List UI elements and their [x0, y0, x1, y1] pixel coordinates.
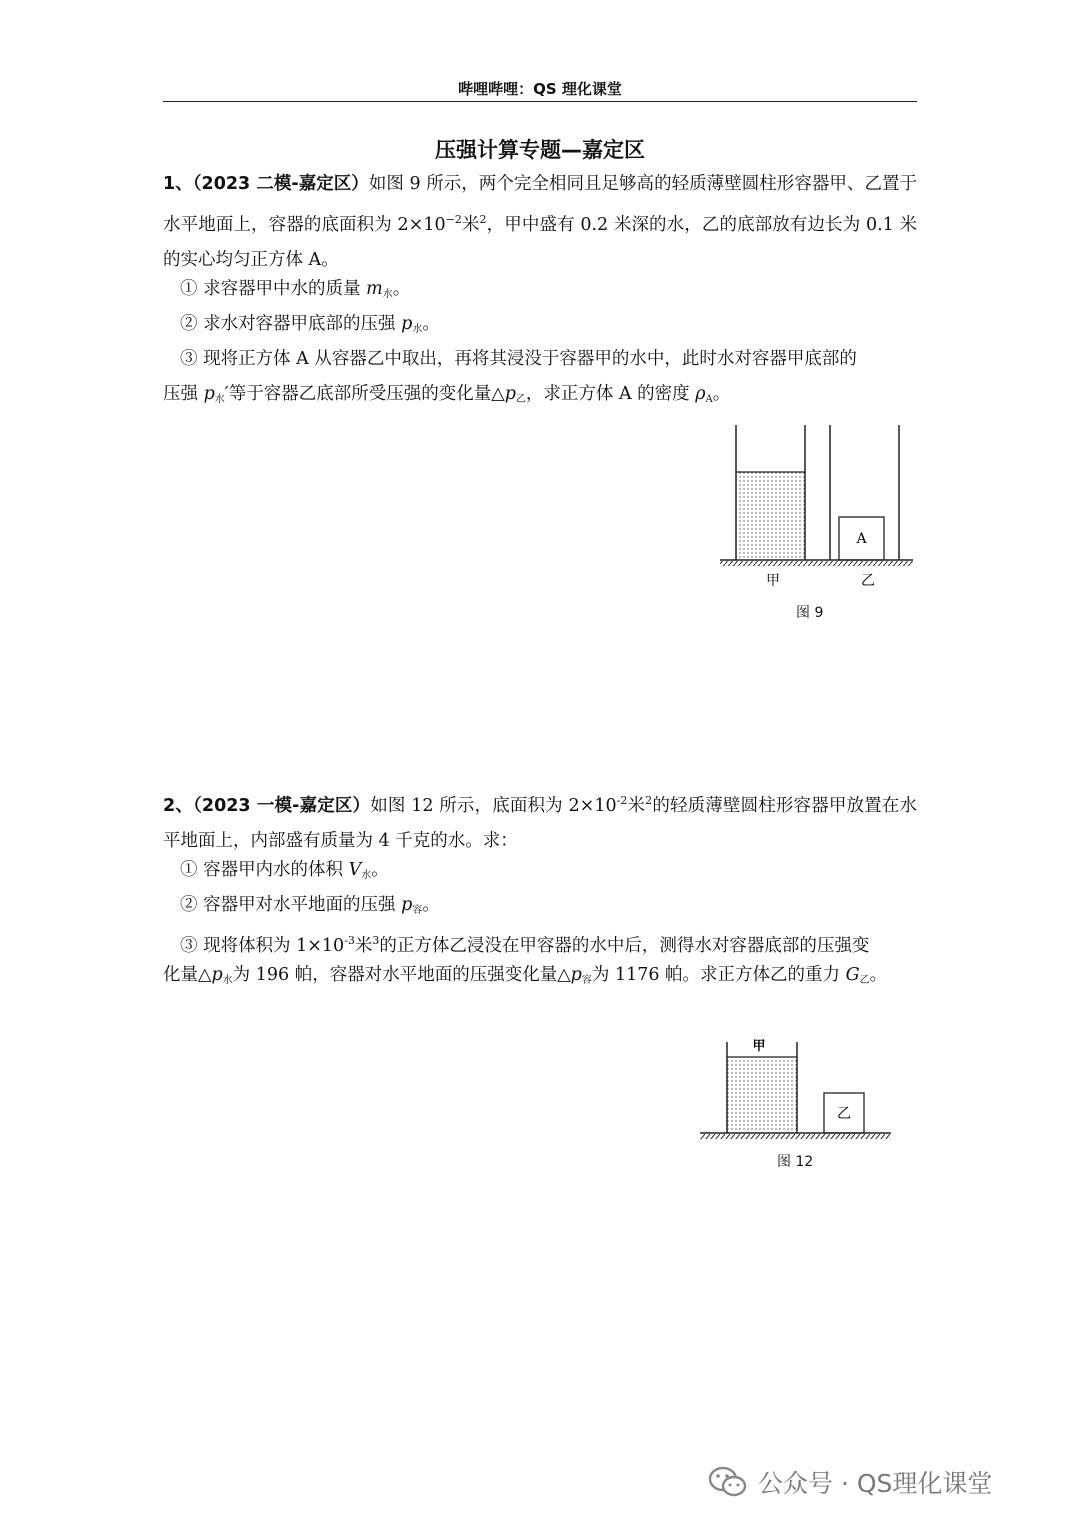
watermark — [708, 1462, 992, 1502]
q2-source: （2023 一模-嘉定区） — [193, 796, 371, 816]
q1-subquestion-3-cont: 压强 p水′等于容器乙底部所受压强的变化量△p乙，求正方体 A 的密度 ρA。 — [163, 384, 731, 405]
figure-9-caption: 图 9 — [796, 605, 824, 621]
q2-intro: 2、（2023 一模-嘉定区）如图 12 所示，底面积为 $2\times 10^{-2}$米$^2$的轻质薄壁圆柱形容器甲放置在水平地面上，内部盛有质量为 4 千克的水。求： — [163, 794, 917, 851]
q1-intro: 1、（2023 二模-嘉定区）如图 9 所示，两个完全相同且足够高的轻质薄壁圆柱形容器甲、乙置于水平地面上，容器的底面积为 $2\times 10^{-2}$米$^2$，甲中盛有 0.2 米深的水，乙的底部放有边长为 0.1 米的实心均匀正方体 A。 — [163, 174, 917, 270]
figure-12-caption: 图 12 — [777, 1154, 814, 1170]
water-fill — [727, 1057, 797, 1133]
label-jia: 甲 — [766, 573, 780, 589]
container-jia-label: 甲 — [752, 1039, 766, 1054]
label-yi: 乙 — [861, 573, 875, 589]
q1-subquestion-1: ① 求容器甲中水的质量 m水。 — [180, 279, 411, 300]
q1-source: （2023 二模-嘉定区） — [192, 174, 369, 194]
q2-subquestion-3: ③ 现将体积为 $1\times 10^{-3}$米$^3$的正方体乙浸没在甲容器的水中后，测得水对容器底部的压强变 — [180, 934, 870, 956]
q2-subquestion-3-cont: 化量△p水为 196 帕，容器对水平地面的压强变化量△p容为 1176 帕。求正方体乙的重力 G乙。 — [163, 965, 888, 986]
q2-subquestion-1: ① 容器甲内水的体积 V水。 — [180, 860, 389, 881]
cube-a-label: A — [856, 531, 867, 547]
ground-hatch — [700, 1134, 891, 1139]
page-header: 哔哩哔哩：QS 理化课堂 — [458, 80, 622, 98]
document-title: 压强计算专题—嘉定区 — [435, 138, 645, 162]
figure-12 — [695, 1032, 900, 1147]
q2-subquestion-2: ② 容器甲对水平地面的压强 p容。 — [180, 895, 440, 916]
cube-yi-label: 乙 — [837, 1106, 851, 1122]
q1-subquestion-3: ③ 现将正方体 A 从容器乙中取出，再将其浸没于容器甲的水中，此时水对容器甲底部的 — [180, 349, 857, 369]
water-fill — [736, 472, 805, 560]
header-divider — [163, 101, 917, 102]
wechat-icon — [708, 1465, 748, 1499]
figure-9 — [715, 420, 920, 595]
q1-subquestion-2: ② 求水对容器甲底部的压强 p水。 — [180, 314, 440, 335]
q2-number: 2、 — [163, 796, 193, 816]
ground-hatch — [720, 561, 913, 566]
watermark-text: 公众号 · QS理化课堂 — [758, 1469, 993, 1498]
q1-number: 1、 — [163, 174, 193, 194]
